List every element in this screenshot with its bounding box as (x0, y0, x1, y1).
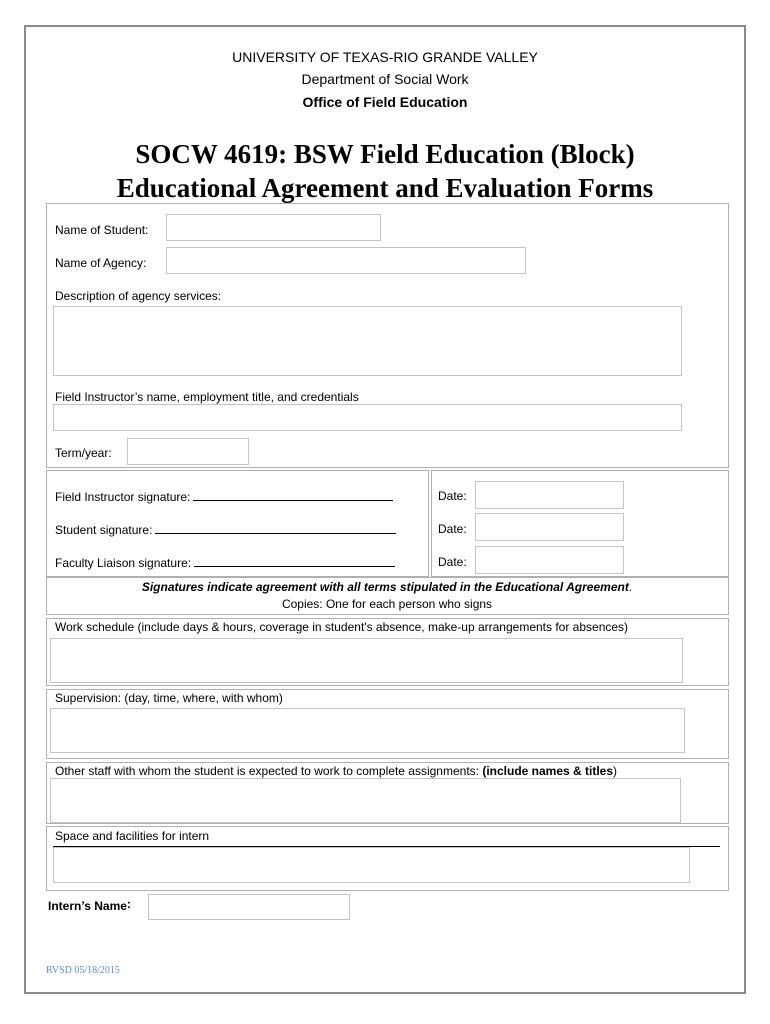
form-title-line2: Educational Agreement and Evaluation Forms (116, 173, 654, 203)
student-name-field[interactable] (166, 214, 381, 241)
revision-date: RVSD 05/18/2015 (46, 965, 120, 976)
intern-name-label: Intern’s Name: (48, 897, 131, 913)
office-name: Office of Field Education (302, 94, 468, 110)
intern-name-field[interactable] (148, 894, 350, 920)
term-year-label: Term/year: (55, 446, 112, 460)
work-schedule-field[interactable] (50, 638, 683, 683)
student-name-label: Name of Student: (55, 223, 149, 237)
supervision-label: Supervision: (day, time, where, with whom) (55, 691, 283, 705)
agreement-note: Signatures indicate agreement with all terms stipulated in the Educational Agreement. (141, 580, 633, 594)
other-staff-label: Other staff with whom the student is expected to work to complete assignments: (include names & titles) (55, 764, 618, 778)
agency-services-field[interactable] (53, 306, 682, 376)
agency-name-field[interactable] (166, 247, 526, 274)
other-staff-field[interactable] (50, 778, 681, 823)
student-signature-line[interactable] (155, 522, 396, 534)
copies-note: Copies: One for each person who signs (281, 597, 493, 611)
date-label-3: Date: (438, 555, 467, 569)
date-label-2: Date: (438, 522, 467, 536)
faculty-liaison-signature-line[interactable] (194, 555, 395, 567)
student-signature-label: Student signature: (55, 522, 396, 537)
field-instructor-signature-label: Field Instructor signature: (55, 489, 393, 504)
space-facilities-field[interactable] (53, 847, 690, 883)
field-instructor-signature-line[interactable] (193, 489, 393, 501)
agency-services-label: Description of agency services: (55, 289, 222, 303)
supervision-field[interactable] (50, 708, 685, 753)
term-year-field[interactable] (127, 438, 249, 465)
form-title-line1: SOCW 4619: BSW Field Education (Block) (135, 139, 635, 169)
agency-name-label: Name of Agency: (55, 256, 147, 270)
field-instructor-label: Field Instructor’s name, employment title, and credentials (55, 390, 359, 404)
date-field-3[interactable] (475, 546, 624, 574)
work-schedule-label: Work schedule (include days & hours, coverage in student's absence, make-up arrangements for absences) (55, 620, 629, 634)
university-name: UNIVERSITY OF TEXAS-RIO GRANDE VALLEY (232, 49, 538, 65)
date-label-1: Date: (438, 489, 467, 503)
date-field-2[interactable] (475, 513, 624, 541)
faculty-liaison-signature-label: Faculty Liaison signature: (55, 555, 395, 570)
space-facilities-label: Space and facilities for intern (55, 829, 210, 843)
date-field-1[interactable] (475, 481, 624, 509)
field-instructor-field[interactable] (53, 404, 682, 431)
department-name: Department of Social Work (301, 71, 469, 87)
